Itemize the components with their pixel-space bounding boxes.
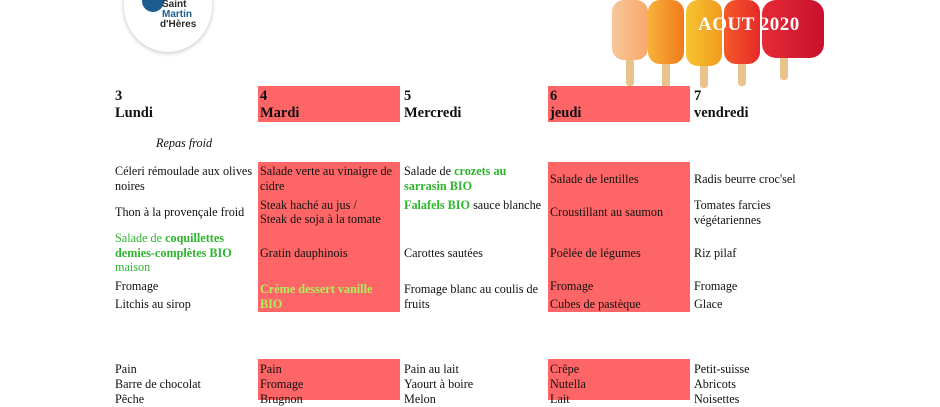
day-name-mardi: Mardi	[260, 105, 300, 121]
lundi-gouter-1: Pain	[115, 362, 137, 376]
day-number-mardi: 4	[260, 88, 268, 104]
jeudi-gouter-3: Lait	[550, 392, 570, 406]
vendredi-gouter-3: Noisettes	[694, 392, 740, 406]
lundi-starter: Céleri rémoulade aux olives noires	[115, 164, 253, 193]
vendredi-gouter-2: Abricots	[694, 377, 736, 391]
logo-wave-icon	[142, 0, 164, 12]
jeudi-dessert: Cubes de pastèque	[550, 297, 641, 311]
city-logo	[124, 0, 212, 52]
vendredi-gouter-1: Petit-suisse	[694, 362, 750, 376]
lundi-side-prefix: Salade de	[115, 231, 166, 245]
mercredi-main	[404, 198, 544, 213]
jeudi-gouter-1: Crêpe	[550, 362, 580, 376]
lundi-dessert: Litchis au sirop	[115, 297, 191, 311]
day-name-lundi: Lundi	[115, 105, 153, 121]
lundi-side-bio: coquillettes demies-complètes BIO	[115, 231, 232, 260]
logo-line-3: d'Hères	[160, 19, 197, 30]
mercredi-main-suffix: sauce blanche	[470, 198, 542, 212]
lundi-cheese: Fromage	[115, 279, 159, 293]
day-number-vendredi: 7	[694, 88, 702, 104]
mardi-gouter-1: Pain	[260, 362, 282, 376]
day-name-jeudi: jeudi	[550, 105, 582, 121]
mardi-main-2: Steak de soja à la tomate	[260, 212, 381, 226]
cold-meal-note: Repas froid	[156, 136, 213, 150]
mercredi-side: Carottes sautées	[404, 246, 483, 260]
mardi-gouter-3: Brugnon	[260, 392, 303, 406]
jeudi-starter: Salade de lentilles	[550, 172, 639, 186]
jeudi-cheese: Fromage	[550, 279, 594, 293]
logo-line-2: Martin	[162, 9, 192, 20]
vendredi-main: Tomates farcies végétariennes	[694, 198, 771, 227]
day-name-mercredi: Mercredi	[404, 105, 462, 121]
day-number-lundi: 3	[115, 88, 123, 104]
lundi-main: Thon à la provençale froid	[115, 205, 245, 219]
mercredi-gouter-2: Yaourt à boire	[404, 377, 474, 391]
mardi-gouter-2: Fromage	[260, 377, 304, 391]
jeudi-main: Croustillant au saumon	[550, 205, 664, 219]
vendredi-cheese: Fromage	[694, 279, 738, 293]
mercredi-main-bio: Falafels BIO	[404, 198, 471, 212]
mercredi-starter-bio: crozets au sarrasin BIO	[404, 164, 507, 193]
jeudi-side: Poêlée de légumes	[550, 246, 641, 260]
day-number-mercredi: 5	[404, 88, 412, 104]
lundi-gouter-2: Barre de chocolat	[115, 377, 201, 391]
mercredi-gouter-1: Pain au lait	[404, 362, 459, 376]
day-name-vendredi: vendredi	[694, 105, 749, 121]
logo-line-1: Saint	[162, 0, 187, 10]
vendredi-dessert: Glace	[694, 297, 723, 311]
vendredi-starter: Radis beurre croc'sel	[694, 172, 796, 186]
lundi-side	[115, 231, 253, 275]
lundi-side-suffix: maison	[115, 260, 151, 274]
mardi-side: Gratin dauphinois	[260, 246, 348, 260]
lundi-gouter-3: Pêche	[115, 392, 145, 406]
mardi-dessert: Crème dessert vanille BIO	[260, 282, 373, 311]
mercredi-starter-prefix: Salade de	[404, 164, 455, 178]
mercredi-starter	[404, 164, 544, 193]
mardi-main-1: Steak haché au jus /	[260, 198, 357, 212]
mercredi-gouter-3: Melon	[404, 392, 436, 406]
mardi-starter: Salade verte au vinaigre de cidre	[260, 164, 392, 193]
day-number-jeudi: 6	[550, 88, 558, 104]
month-title: AOUT 2020	[698, 14, 800, 35]
jeudi-gouter-2: Nutella	[550, 377, 586, 391]
mercredi-dessert: Fromage blanc au coulis de fruits	[404, 282, 539, 311]
vendredi-side: Riz pilaf	[694, 246, 737, 260]
